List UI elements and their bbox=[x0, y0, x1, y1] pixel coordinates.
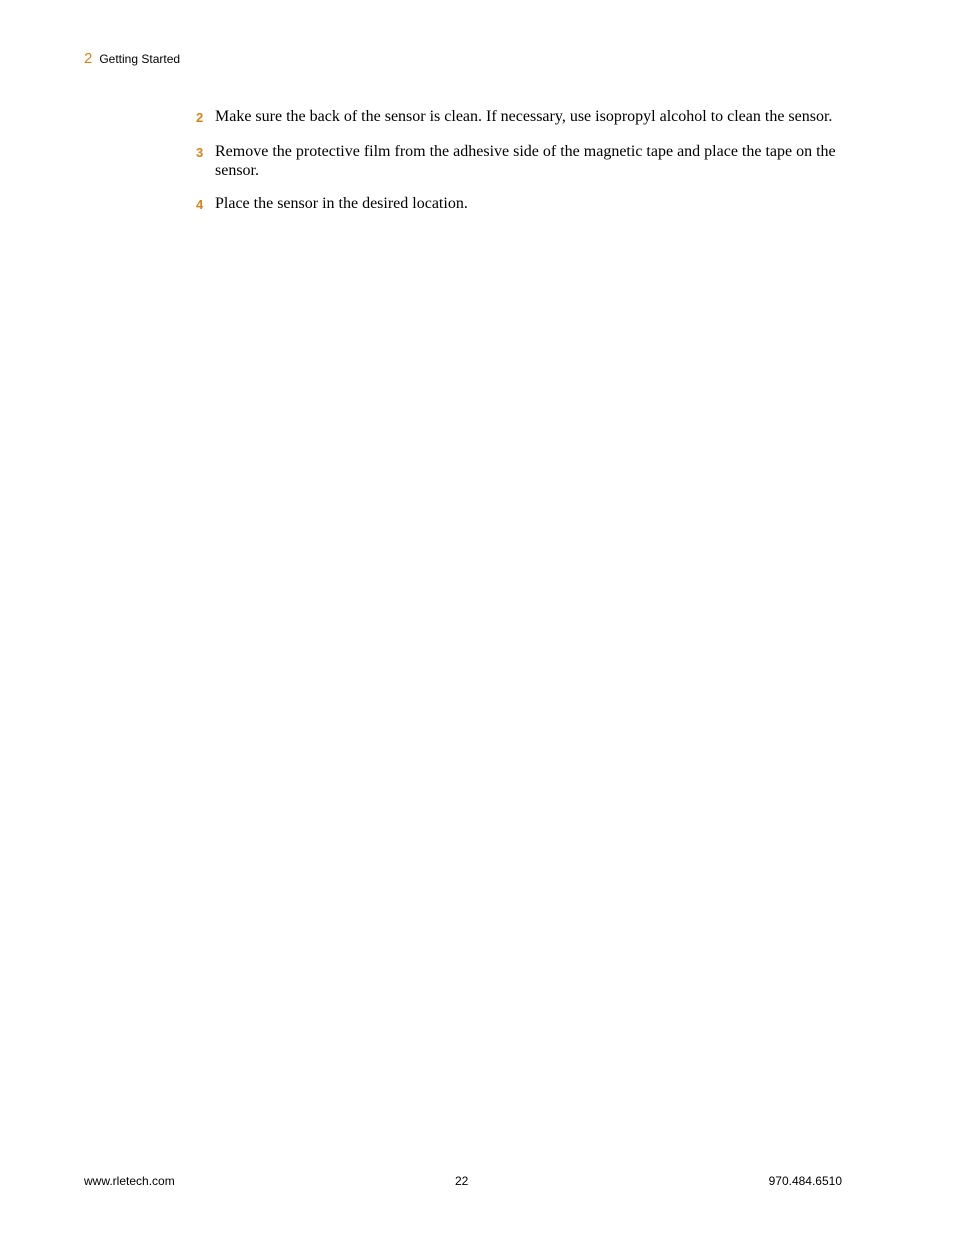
step-item bbox=[196, 142, 846, 180]
procedure-steps bbox=[196, 107, 846, 229]
footer-website: www.rletech.com bbox=[84, 1174, 175, 1188]
step-number: 2 bbox=[196, 110, 204, 125]
step-text: Make sure the back of the sensor is clean. If necessary, use isopropyl alcohol to clean the sensor. bbox=[215, 108, 833, 125]
chapter-number: 2 bbox=[84, 50, 93, 67]
page-footer bbox=[84, 1174, 842, 1190]
step-text: Place the sensor in the desired location. bbox=[215, 195, 468, 212]
footer-page-number: 22 bbox=[455, 1174, 469, 1188]
running-header bbox=[84, 50, 180, 67]
step-item bbox=[196, 107, 846, 128]
step-item bbox=[196, 194, 846, 215]
step-number: 3 bbox=[196, 145, 204, 160]
step-text: Remove the protective film from the adhesive side of the magnetic tape and place the tape on the sensor. bbox=[215, 143, 836, 179]
footer-phone: 970.484.6510 bbox=[768, 1174, 842, 1188]
step-number: 4 bbox=[196, 197, 204, 212]
chapter-title: Getting Started bbox=[99, 52, 181, 66]
